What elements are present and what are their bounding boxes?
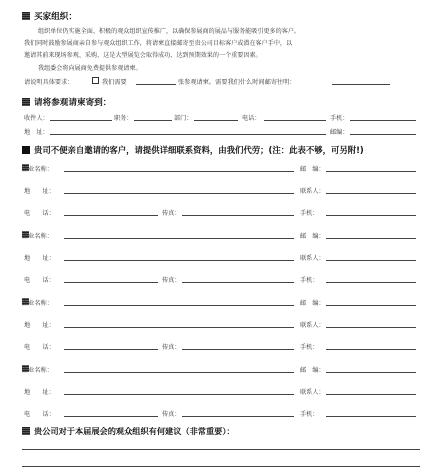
suggestion-line[interactable] — [22, 449, 420, 450]
mobile-field[interactable] — [326, 208, 416, 216]
position-label: 职务： — [114, 115, 133, 122]
postcode-field[interactable] — [326, 298, 416, 306]
phone-label: 电 话： — [24, 344, 55, 351]
phone-field[interactable] — [64, 342, 158, 350]
contact-block-1-phone-row — [24, 208, 418, 218]
invitation-count-field[interactable] — [136, 77, 176, 85]
phone-field[interactable] — [64, 275, 158, 283]
address-field[interactable] — [50, 127, 326, 135]
suggest-section-heading: 贵公司对于本届展会的观众组织有何建议（非常重要）： — [22, 426, 235, 437]
request-row — [24, 77, 418, 87]
contact-field[interactable] — [326, 387, 416, 395]
contact-label: 联系人： — [300, 389, 325, 396]
phone-field[interactable] — [64, 409, 158, 417]
buyer-paragraph-line: 组织单位仍实施全面、积极的观众组织宣传推广，以确保参展商的展品与服务能吸引更多的客户。 — [38, 28, 301, 35]
phone-label: 电话： — [242, 115, 261, 122]
contact-field[interactable] — [326, 253, 416, 261]
square-bullet-icon — [22, 146, 30, 154]
contact-block-1-company-row: 企业名称： 邮 编： — [24, 164, 418, 174]
contact-block-2-phone-row — [24, 275, 418, 285]
postcode-label: 邮 编： — [300, 367, 325, 374]
contact-block-3-company-row: 企业名称： 邮 编： — [24, 298, 418, 308]
fax-label: 传真： — [162, 411, 181, 418]
contact-block-4-address-row — [24, 387, 418, 397]
phone-label: 电 话： — [24, 210, 55, 217]
mail-to-row-1 — [24, 113, 418, 123]
fax-field[interactable] — [182, 208, 294, 216]
postcode-label: 邮编： — [330, 129, 349, 136]
contact-block-3-phone-row — [24, 342, 418, 352]
mobile-label: 手机： — [300, 277, 319, 284]
postcode-label: 邮 编： — [300, 166, 325, 173]
contacts-section-heading: 贵司不便亲自邀请的客户，请提供详细联系资料，由我们代劳；(注：此表不够，可另附!) — [22, 144, 364, 156]
recipient-field[interactable] — [50, 113, 112, 121]
mobile-label: 手机： — [300, 344, 319, 351]
address-field[interactable] — [64, 387, 294, 395]
mobile-label: 手机： — [300, 411, 319, 418]
buyer-paragraph-line: 我组委会将向展商免费提供参观请柬。 — [38, 65, 142, 72]
contact-block-1-address-row — [24, 186, 418, 196]
contact-block-2-address-row — [24, 253, 418, 263]
mobile-field[interactable] — [350, 113, 416, 121]
mail-to-section-heading: 请将参观请柬寄到： — [22, 96, 111, 108]
contact-block-4-company-row: 企业名称： 邮 编： — [24, 365, 418, 375]
mobile-label: 手机： — [330, 115, 349, 122]
company-name-field[interactable] — [64, 298, 294, 306]
postcode-field[interactable] — [326, 164, 416, 172]
square-bullet-icon — [22, 98, 30, 106]
phone-label: 电 话： — [24, 411, 55, 418]
mobile-field[interactable] — [326, 409, 416, 417]
address-label: 地 址： — [24, 389, 55, 396]
buyer-paragraph-line: 邀请其前来现场参观、采购，这是大型展览会取得成功、达到预期效果的一个重要因素。 — [24, 52, 262, 59]
contact-label: 联系人： — [300, 322, 325, 329]
fax-field[interactable] — [182, 342, 294, 350]
department-label: 部门： — [174, 115, 193, 122]
fax-label: 传真： — [162, 277, 181, 284]
mobile-field[interactable] — [326, 275, 416, 283]
address-label: 地 址： — [24, 255, 55, 262]
buyer-paragraph-line: 我们同时鼓励参展商亲自参与观众组织工作，将请柬直接邮寄至贵公司目标客户或潜在客户手中，以 — [24, 40, 293, 47]
fax-label: 传真： — [162, 344, 181, 351]
fax-label: 传真： — [162, 210, 181, 217]
square-bullet-icon — [22, 427, 30, 435]
company-name-field[interactable] — [64, 164, 294, 172]
address-label: 地 址： — [24, 188, 55, 195]
phone-field[interactable] — [64, 208, 158, 216]
suggestion-line[interactable] — [22, 466, 420, 467]
address-label: 地 址： — [24, 322, 55, 329]
request-need-label: 我们需要 — [102, 79, 127, 86]
address-field[interactable] — [64, 320, 294, 328]
square-bullet-icon — [22, 12, 30, 20]
request-checkbox[interactable] — [92, 77, 99, 84]
fax-field[interactable] — [182, 275, 294, 283]
request-label: 请说明具体要求： — [24, 79, 74, 86]
postcode-label: 邮 编： — [300, 233, 325, 240]
company-name-field[interactable] — [64, 231, 294, 239]
contact-block-3-address-row — [24, 320, 418, 330]
postcode-field[interactable] — [326, 231, 416, 239]
company-name-field[interactable] — [64, 365, 294, 373]
request-checkbox-group — [90, 77, 101, 86]
postcode-field[interactable] — [350, 127, 416, 135]
mobile-field[interactable] — [326, 342, 416, 350]
fax-field[interactable] — [182, 409, 294, 417]
contact-block-4-phone-row — [24, 409, 418, 419]
contact-block-2-company-row: 企业名称： 邮 编： — [24, 231, 418, 241]
mail-to-row-2 — [24, 127, 418, 137]
postcode-label: 邮 编： — [300, 300, 325, 307]
postcode-field[interactable] — [326, 365, 416, 373]
contact-label: 联系人： — [300, 188, 325, 195]
phone-label: 电 话： — [24, 277, 55, 284]
buyer-section-heading: 买家组织： — [22, 10, 77, 22]
contact-field[interactable] — [326, 186, 416, 194]
position-field[interactable] — [134, 113, 172, 121]
department-field[interactable] — [194, 113, 238, 121]
address-field[interactable] — [64, 186, 294, 194]
address-label: 地 址： — [24, 129, 49, 136]
mobile-label: 手机： — [300, 210, 319, 217]
phone-field[interactable] — [264, 113, 326, 121]
address-field[interactable] — [64, 253, 294, 261]
recipient-label: 收件人： — [24, 115, 49, 122]
contact-label: 联系人： — [300, 255, 325, 262]
mail-time-field[interactable] — [332, 77, 390, 85]
contact-field[interactable] — [326, 320, 416, 328]
request-cards-label: 张参观请柬。需要我们什么时间邮寄往明： — [178, 79, 296, 86]
